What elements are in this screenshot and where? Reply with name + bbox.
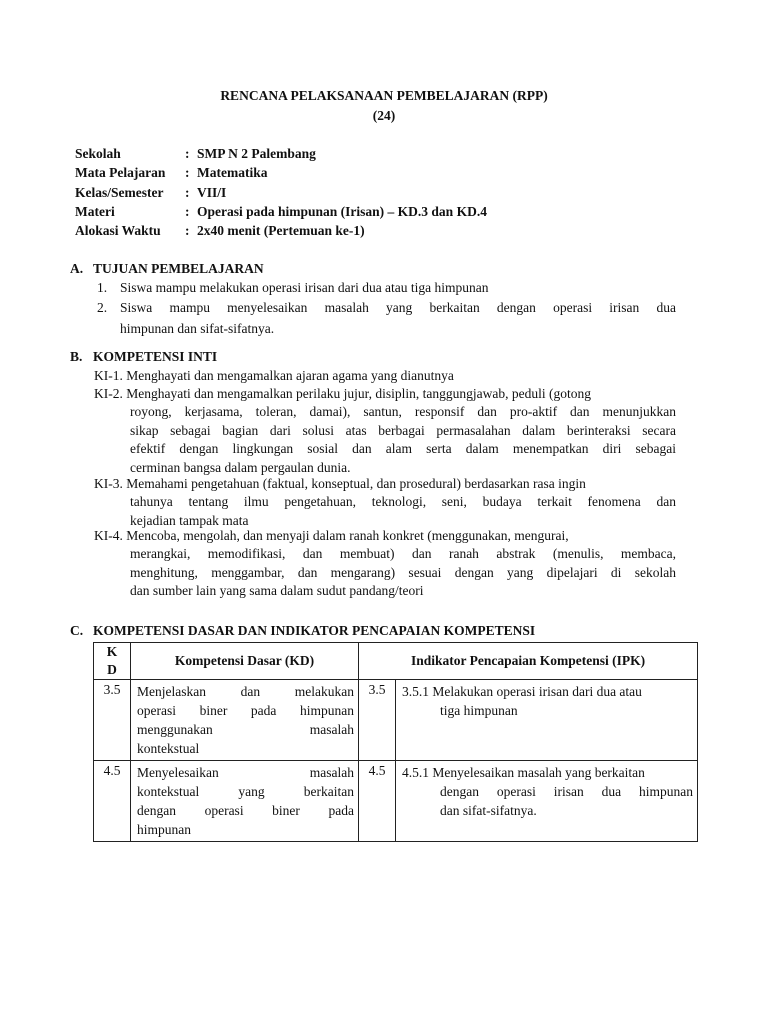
ki-text: menghitung, menggambar, dan mengarang) sesuai dengan yang dipelajari di sekolah <box>130 564 676 580</box>
header-kd: Kompetensi Dasar (KD) <box>131 643 359 680</box>
kd-ipk-table <box>93 642 698 842</box>
info-value: Operasi pada himpunan (Irisan) – KD.3 dan KD.4 <box>197 203 487 219</box>
cell-text-block <box>402 782 693 820</box>
header-ipk: Indikator Pencapaian Kompetensi (IPK) <box>359 643 698 680</box>
section-title: KOMPETENSI DASAR DAN INDIKATOR PENCAPAIAN KOMPETENSI <box>93 623 536 638</box>
info-label: Alokasi Waktu <box>75 223 161 239</box>
kd-number: 3.5 <box>94 680 131 761</box>
list-text: Siswa mampu menyelesaikan masalah yang berkaitan dengan operasi irisan dua <box>120 300 676 315</box>
cell-text: Menjelaskan dan melakukan <box>137 684 354 699</box>
info-colon: : <box>185 223 190 239</box>
ki-4 <box>94 527 676 601</box>
ki-text: tahunya tentang ilmu pengetahuan, teknologi, seni, budaya terkait fenomena dan <box>130 494 676 509</box>
list-number: 1. <box>97 280 108 295</box>
info-row-sekolah <box>75 146 487 165</box>
info-value: Matematika <box>197 165 268 181</box>
document-title: RENCANA PELAKSANAAN PEMBELAJARAN (RPP) <box>220 88 548 103</box>
kd-number: 4.5 <box>94 761 131 842</box>
list-text-block <box>120 298 676 340</box>
header-kd-short <box>94 643 131 680</box>
info-row-mata-pelajaran <box>75 165 487 184</box>
ipk-description <box>396 680 698 761</box>
ki-2 <box>94 385 676 477</box>
list-item <box>97 278 676 298</box>
ki-text: KI-2. Menghayati dan mengamalkan perilaku jujur, disiplin, tanggungjawab, peduli (gotong <box>94 386 591 401</box>
ki-text: kejadian tampak mata <box>130 512 249 528</box>
info-label: Materi <box>75 203 115 219</box>
ki-text: merangkai, memodifikasi, dan membuat) dan ranah abstrak (menulis, membaca, <box>130 546 676 561</box>
info-value: VII/I <box>197 184 227 200</box>
section-c-heading <box>70 623 535 639</box>
section-title: KOMPETENSI INTI <box>93 349 218 364</box>
ki-text: dan sumber lain yang sama dalam sudut pandang/teori <box>130 583 424 599</box>
info-value: 2x40 menit (Pertemuan ke-1) <box>197 223 365 239</box>
cell-text: 3.5.1 Melakukan operasi irisan dari dua atau <box>402 684 642 699</box>
ki-continuation <box>94 403 676 477</box>
ipk-description <box>396 761 698 842</box>
cell-text: tiga himpunan <box>440 703 518 718</box>
info-row-materi <box>75 204 487 223</box>
cell-text: 4.5.1 Menyelesaikan masalah yang berkaitan <box>402 765 645 780</box>
cell-text: operasi biner pada himpunan <box>137 703 354 718</box>
info-label: Mata Pelajaran <box>75 165 166 181</box>
section-letter: B. <box>70 349 83 364</box>
table-row <box>94 680 698 761</box>
info-row-alokasi-waktu <box>75 223 487 242</box>
header-text: D <box>107 662 117 677</box>
table-header-row <box>94 643 698 680</box>
section-letter: A. <box>70 261 84 276</box>
section-letter: C. <box>70 623 84 638</box>
info-colon: : <box>185 203 190 219</box>
ki-1 <box>94 367 676 385</box>
kd-description <box>131 680 359 761</box>
ki-text: efektif dengan lingkungan sosial dan alam serta dalam menempatkan diri sebagai <box>130 441 676 457</box>
cell-text: dengan operasi irisan dua himpunan <box>440 784 694 799</box>
ki-text: sikap sebagai bagian dari solusi atas berbagai permasalahan dalam berinteraksi secara <box>130 422 676 438</box>
ki-3 <box>94 475 676 530</box>
ki-continuation <box>94 493 676 530</box>
ki-continuation <box>94 545 676 601</box>
info-colon: : <box>185 146 190 161</box>
table-row <box>94 761 698 842</box>
ki-text: KI-3. Memahami pengetahuan (faktual, konseptual, dan prosedural) berdasarkan rasa ingin <box>94 476 586 491</box>
info-block <box>75 146 487 242</box>
header-text: K <box>106 644 118 659</box>
ki-text: royong, kerjasama, toleran, damai), santun, responsif dan pro-aktif dan menunjukkan <box>130 404 676 419</box>
objectives-list <box>97 278 676 340</box>
cell-text: himpunan <box>137 822 191 837</box>
ipk-number: 4.5 <box>359 761 396 842</box>
section-title: TUJUAN PEMBELAJARAN <box>93 261 264 276</box>
cell-text: dengan operasi biner pada <box>137 803 354 818</box>
cell-text: kontekstual <box>137 741 200 756</box>
ki-text: KI-4. Mencoba, mengolah, dan menyaji dalam ranah konkret (menggunakan, mengurai, <box>94 528 569 543</box>
section-b-heading <box>70 349 217 365</box>
cell-text: dan sifat-sifatnya. <box>440 803 537 818</box>
list-text: Siswa mampu melakukan operasi irisan dari dua atau tiga himpunan <box>120 280 489 295</box>
list-number: 2. <box>97 300 108 315</box>
document-number: (24) <box>372 108 396 123</box>
kd-description <box>131 761 359 842</box>
info-colon: : <box>185 165 190 181</box>
cell-text: Menyelesaikan masalah <box>137 765 354 780</box>
ipk-number: 3.5 <box>359 680 396 761</box>
cell-text: menggunakan masalah <box>137 722 354 737</box>
section-a-heading <box>70 261 264 277</box>
info-label: Kelas/Semester <box>75 184 164 200</box>
list-text: himpunan dan sifat-sifatnya. <box>120 321 275 336</box>
info-row-kelas-semester <box>75 185 487 204</box>
cell-text: kontekstual yang berkaitan <box>137 784 354 799</box>
ki-text: cerminan bangsa dalam pergaulan dunia. <box>130 459 351 475</box>
ki-text: KI-1. Menghayati dan mengamalkan ajaran agama yang dianutnya <box>94 368 454 383</box>
list-item <box>97 298 676 340</box>
info-colon: : <box>185 184 190 200</box>
info-value: SMP N 2 Palembang <box>197 146 316 161</box>
info-label: Sekolah <box>75 146 121 161</box>
